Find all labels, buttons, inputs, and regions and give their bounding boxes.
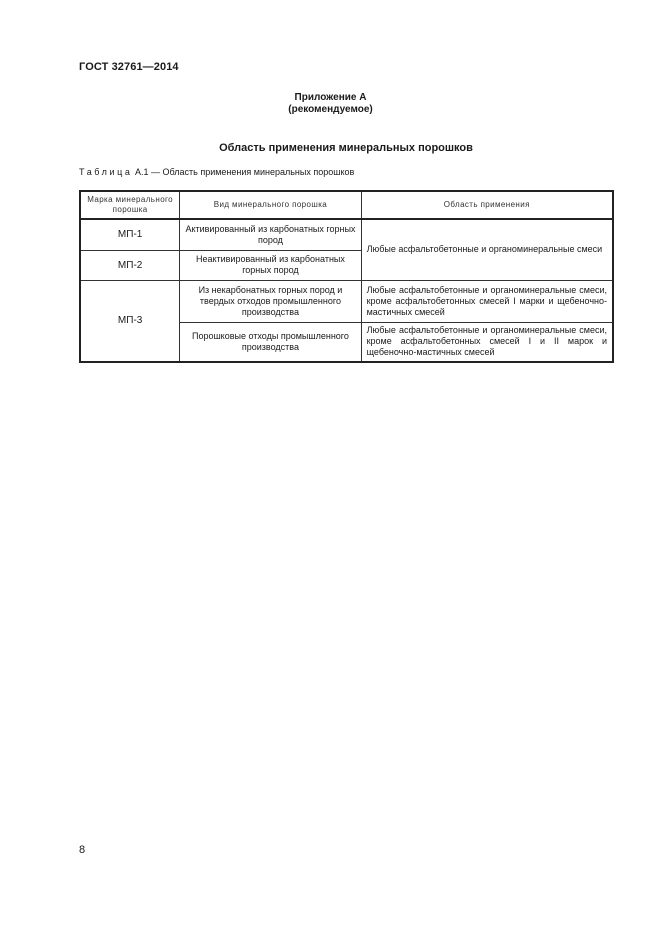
area-cell: Любые асфальтобетонные и органоминеральные смеси, кроме асфальтобетонных смесей I и II марок и щебеночно-мастичных смесей xyxy=(361,322,613,362)
page-number: 8 xyxy=(79,844,86,856)
table-row xyxy=(80,280,613,322)
grade-cell: МП-2 xyxy=(80,250,180,280)
type-cell: Активированный из карбонатных горных пород xyxy=(180,219,361,250)
grade-cell: МП-3 xyxy=(80,280,180,362)
header-grade: Марка минерального порошка xyxy=(80,191,180,219)
annex-subtitle: (рекомендуемое) xyxy=(288,104,373,115)
table-header-row xyxy=(80,191,613,219)
standard-id: ГОСТ 32761—2014 xyxy=(79,61,179,73)
table-row xyxy=(80,219,613,250)
annex-title: Приложение А xyxy=(294,92,367,103)
table-caption xyxy=(79,167,354,177)
type-cell: Неактивированный из карбонатных горных пород xyxy=(180,250,361,280)
application-table xyxy=(79,190,614,363)
type-cell: Порошковые отходы промышленного производства xyxy=(180,322,361,362)
section-title: Область применения минеральных порошков xyxy=(219,142,473,154)
header-area: Область применения xyxy=(361,191,613,219)
table-caption-label: Таблица xyxy=(79,167,133,177)
grade-cell: МП-1 xyxy=(80,219,180,250)
area-cell: Любые асфальтобетонные и органоминеральные смеси xyxy=(361,219,613,280)
area-cell: Любые асфальтобетонные и органоминеральные смеси, кроме асфальтобетонных смесей I марки и щебеночно-мастичных смесей xyxy=(361,280,613,322)
type-cell: Из некарбонатных горных пород и твердых отходов промышленного производства xyxy=(180,280,361,322)
table-caption-text: А.1 — Область применения минеральных порошков xyxy=(132,167,355,177)
header-type: Вид минерального порошка xyxy=(180,191,361,219)
